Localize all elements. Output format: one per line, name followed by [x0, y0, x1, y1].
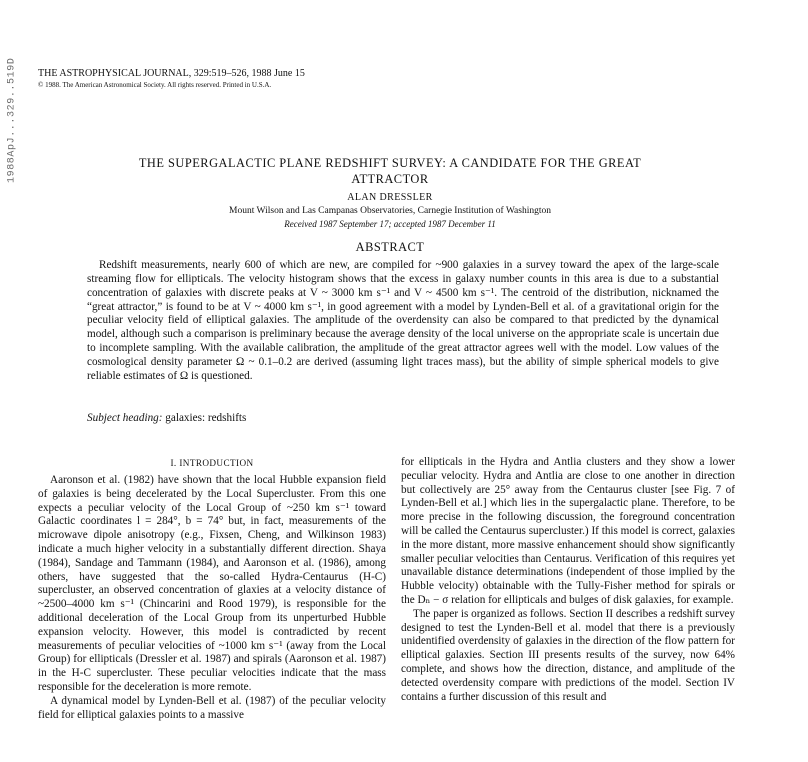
author-affiliation: Mount Wilson and Las Campanas Observatories, Carnegie Institution of Washington — [229, 206, 551, 216]
paper-title: THE SUPERGALACTIC PLANE REDSHIFT SURVEY: A CANDIDATE FOR THE GREAT ATTRACTOR — [138, 156, 642, 186]
received-accepted-dates: Received 1987 September 17; accepted 1987 December 11 — [284, 219, 496, 229]
copyright-notice: © 1988. The American Astronomical Society. All rights reserved. Printed in U.S.A. — [38, 81, 272, 89]
abstract-heading: ABSTRACT — [355, 240, 425, 254]
subject-heading-value: galaxies: redshifts — [165, 412, 247, 424]
subject-heading-label: Subject heading: — [87, 412, 163, 424]
subject-heading — [87, 412, 719, 424]
right-paragraph-1: for ellipticals in the Hydra and Antlia clusters and they show a lower peculiar velocity. Hydra and Antlia are close to one another in direction but collectively are 25° away from the Centaurus cluster [see Fig. 7 of Lynden-Bell et al.] which lies in the supergalactic plane. Therefore, to be more precise in the following discussion, the foreground concentration will be called the Centaurus supercluster.) If this model is correct, galaxies in the more distant, more massive enhancement should show significantly smaller peculiar velocities than Centaurus. Verification of this requires yet unavailable distance determinations (independent of those implied by the Hubble velocity) obtainable with the Tully-Fisher method for spirals or the Dₙ − σ relation for ellipticals and bulges of disk galaxies, for example. — [401, 456, 735, 606]
left-column — [38, 474, 386, 722]
author-name: ALAN DRESSLER — [347, 192, 433, 203]
right-column — [401, 456, 735, 704]
ads-bibcode: 1988ApJ...329..519D — [6, 57, 18, 183]
journal-citation: THE ASTROPHYSICAL JOURNAL, 329:519–526, 1988 June 15 — [38, 68, 305, 79]
introduction-heading: I. INTRODUCTION — [170, 458, 254, 468]
intro-paragraph-2: A dynamical model by Lynden-Bell et al. (1987) of the peculiar velocity field for elliptical galaxies points to a massive — [38, 694, 386, 721]
abstract-text: Redshift measurements, nearly 600 of which are new, are compiled for ~900 galaxies in a survey toward the apex of the large-scale streaming flow for ellipticals. The velocity histogram shows that the excess in galaxy number counts in this area is due to a substantial concentration of galaxies with discrete peaks at V ~ 3000 km s⁻¹ and V ~ 4500 km s⁻¹. The centroid of the distribution, nicknamed the “great attractor,” is found to be at V ~ 4000 km s⁻¹, in good agreement with a model by Lynden-Bell et al. of a gravitational origin for the peculiar velocity field of elliptical galaxies. The amplitude of the overdensity can also be compared to that predicted by the dynamical model, although such a comparison is preliminary because the average density of the local universe on the appropriate scale is uncertain due to incomplete sampling. With the available calibration, the amplitude of the great attractor agrees well with the model. Low values of the cosmological density parameter Ω ~ 0.1–0.2 are derived (assuming light traces mass), but the ability of simple spherical models to give reliable estimates of Ω is questioned. — [87, 259, 719, 382]
right-paragraph-2: The paper is organized as follows. Section II describes a redshift survey designed to test the Lynden-Bell et al. model that there is a previously unidentified overdensity of galaxies in the direction of the flow pattern for elliptical galaxies. Section III presents results of the survey, now 64% complete, and shows how the direction, distance, and amplitude of the detected overdensity compare with predictions of the model. Section IV contains a further discussion of this result and — [401, 607, 735, 703]
intro-paragraph-1: Aaronson et al. (1982) have shown that the local Hubble expansion field of galaxies is being decelerated by the Local Supercluster. From this one expects a peculiar velocity of the Local Group of ~250 km s⁻¹ toward Galactic coordinates l = 284°, b = 74° but, in fact, measurements of the microwave dipole anisotropy (e.g., Fixsen, Cheng, and Wilkinson 1983) indicate a much higher velocity in a substantially different direction. Shaya (1984), Sandage and Tammann (1984), and Aaronson et al. (1986), among others, have suggested that the so-called Hydra-Centaurus (H-C) supercluster, an observed concentration of glaxies at a velocity distance of ~2500–4000 km s⁻¹ (Chincarini and Rood 1979), is responsible for the additional deceleration of the Local Group from its unperturbed Hubble expansion velocity. However, this model is contradicted by recent measurements of peculiar velocities of ~1000 km s⁻¹ (away from the Local Group) for ellipticals (Dressler et al. 1987) and spirals (Aaronson et al. 1987) in the H-C supercluster. These peculiar velocities indicate that the mass responsible for the deceleration is more remote. — [38, 474, 386, 693]
